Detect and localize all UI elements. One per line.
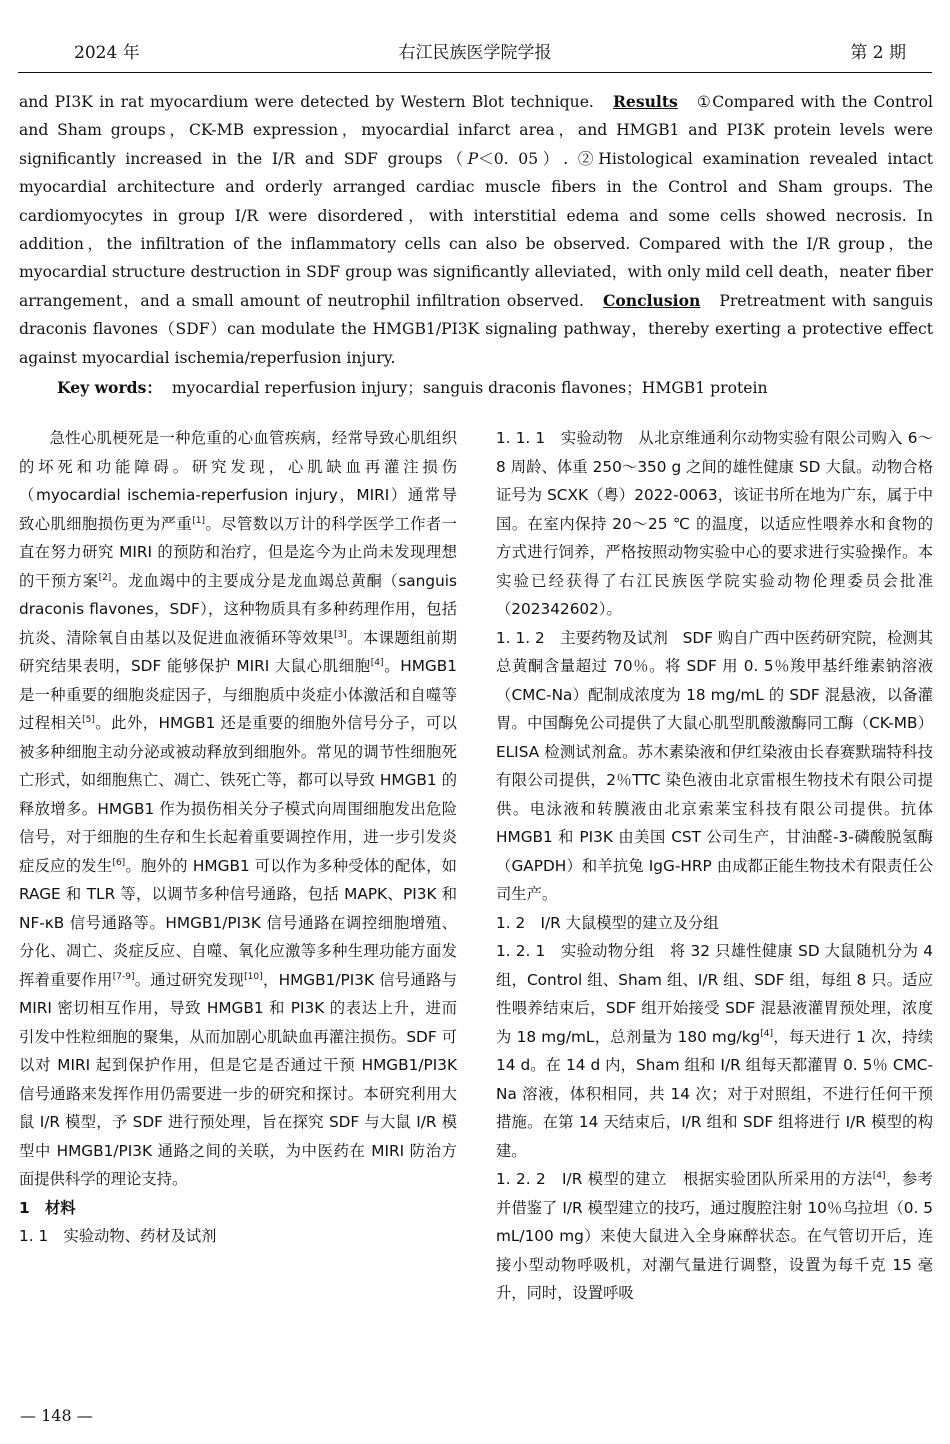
results-label: Results	[612, 92, 678, 111]
intro-text-5: 。HMGB1 是一种重要的细胞炎症因子，与细胞质中炎症小体激活和自噬等过程相关	[19, 657, 457, 732]
intro-text-1: 急性心肌梗死是一种危重的心血管疾病，经常导致心肌组织的坏死和功能障碍。研究发现，心肌缺血再灌注损伤（myocardial ischemia-reperfusion injury，MIRI）通常导致心肌细胞损伤更为严重	[19, 429, 457, 533]
text-1-2-2-cont: ，参考并借鉴了 I/R 模型建立的技巧，通过腹腔注射 10％乌拉坦（0. 5 mL/100 mg）来使大鼠进入全身麻醉状态。在气管切开后，连接小型动物呼吸机，对潮气量进行调整，设置为每千克 15 毫升，同时，设置呼吸	[496, 1170, 933, 1302]
intro-text-4: 。本课题组前期研究结果表明，SDF 能够保护 MIRI 大鼠心肌细胞	[19, 628, 457, 675]
results-text: ①Compared with the Control and Sham groups，CK-MB expression，myocardial infarct area，and HMGB1 and PI3K protein levels were significantly increased in the I/R and SDF groups（	[19, 93, 933, 168]
p-symbol: P	[467, 149, 479, 168]
header-year: 2024 年	[74, 43, 140, 63]
english-abstract	[19, 88, 933, 402]
intro-text-2: 。尽管数以万计的科学医学工作者一直在努力研究 MIRI 的预防和治疗，但是迄今为止尚未发现理想的干预方案	[19, 514, 457, 590]
intro-text-3: 。龙血竭中的主要成分是龙血竭总黄酮（sanguis draconis flavones，SDF），这种物质具有多种药理作用，包括抗炎、清除氧自由基以及促进血液循环等效果	[19, 571, 457, 647]
keywords	[19, 374, 933, 402]
running-header	[18, 38, 932, 68]
paragraph-1-2-1	[496, 937, 933, 1165]
keywords-label: Key words：	[57, 378, 162, 398]
header-journal-title: 右江民族医学院学报	[398, 43, 552, 63]
paragraph-1-1-1	[496, 424, 933, 624]
intro-text-6: 。此外，HMGB1 还是重要的细胞外信号分子，可以被多种细胞主动分泌或被动释放到细胞外。常见的调节性细胞死亡形式，如细胞焦亡、凋亡、铁死亡等，都可以导致 HMGB1 的释放增多。HMGB1 作为损伤相关分子模式向周围细胞发出危险信号，对于细胞的生存和生长起着重要调控作用，进一步引发炎症反应的发生	[19, 714, 457, 875]
text-1-2-1: 将 32 只雄性健康 SD 大鼠随机分为 4 组，Control 组、Sham 组、I/R 组、SDF 组，每组 8 只。适应性喂养结束后，SDF 组开始接受 SDF 混悬液灌胃预处理，浓度为 18 mg/mL，总剂量为 180 mg/kg	[496, 942, 934, 1046]
left-column	[19, 424, 457, 1251]
right-column	[496, 424, 933, 1308]
intro-paragraph	[19, 424, 457, 1194]
heading-1-1-2: 1. 1. 2 主要药物及试剂	[496, 628, 668, 647]
abstract-methods-tail: and PI3K in rat myocardium were detected by Western Blot technique.	[19, 93, 594, 111]
results-text-cont: ＜0. 05）. ②Histological examination revealed intact myocardial architecture and orderly arranged cardiac muscle fibers in the Control and Sham groups. The cardiomyocytes in group I/R were disordered，with interstitial edema and some cells showed necrosis. In addition，the infiltration of the inflammatory cells can also be observed. Compared with the I/R group，the myocardial structure destruction in SDF group was significantly alleviated，with only mild cell death，neater fiber arrangement，and a small amount of neutrophil infiltration observed.	[19, 149, 933, 310]
citation-5: [5]	[82, 714, 95, 725]
intro-text-9: ，HMGB1/PI3K 信号通路与 MIRI 密切相互作用，导致 HMGB1 和 PI3K 的表达上升，进而引发中性粒细胞的聚集，从而加剧心肌缺血再灌注损伤。SDF 可以对 MIRI 起到保护作用，但是它是否通过干预 HMGB1/PI3K 信号通路来发挥作用仍需要进一步的研究和探讨。本研究利用大鼠 I/R 模型，予 SDF 进行预处理，旨在探究 SDF 与大鼠 I/R 模型中 HMGB1/PI3K 通路之间的关联，为中医药在 MIRI 防治方面提供科学的理论支持。	[19, 970, 457, 1188]
conclusion-text: Pretreatment with sanguis draconis flavones（SDF）can modulate the HMGB1/PI3K signaling pathway，thereby exerting a protective effect against myocardial ischemia/reperfusion injury.	[19, 291, 933, 367]
citation-7: [7-9]	[112, 971, 135, 982]
header-issue: 第 2 期	[850, 43, 906, 63]
text-1-1-1: 从北京维通利尔动物实验有限公司购入 6～8 周龄、体重 250～350 g 之间的雄性健康 SD 大鼠。动物合格证号为 SCXK（粤）2022-0063，该证书所在地为广东，属于中国。在室内保持 20～25 ℃ 的温度，以适应性喂养水和食物的方式进行饲养，严格按照动物实验中心的要求进行实验操作。本实验已经获得了右江民族医学院实验动物伦理委员会批准（202342602）。	[496, 429, 933, 618]
citation-2: [2]	[98, 572, 112, 583]
section-heading-1: 1 材料	[19, 1198, 76, 1217]
section-heading-1-1: 1. 1 实验动物、药材及试剂	[19, 1227, 217, 1245]
conclusion-label: Conclusion	[602, 290, 701, 310]
citation-4: [4]	[370, 657, 384, 668]
keywords-text: myocardial reperfusion injury；sanguis draconis flavones；HMGB1 protein	[171, 379, 768, 398]
heading-1-2-2: 1. 2. 2 I/R 模型的建立	[496, 1170, 667, 1188]
citation-1: [1]	[192, 515, 205, 526]
heading-1-1-1: 1. 1. 1 实验动物	[496, 429, 624, 447]
text-1-1-2: SDF 购自广西中医药研究院，检测其总黄酮含量超过 70％。将 SDF 用 0. 5％羧甲基纤维素钠溶液（CMC-Na）配制成浓度为 18 mg/mL 的 SDF 混悬液，以备灌胃。中国酶免公司提供了大鼠心肌型肌酸激酶同工酶（CK-MB）ELISA 检测试剂盒。苏木素染液和伊红染液由长春赛默瑞特科技有限公司提供，2％TTC 染色液由北京雷根生物技术有限公司提供。电泳液和转膜液由北京索莱宝科技有限公司提供。抗体 HMGB1 和 PI3K 由美国 CST 公司生产，甘油醛-3-磷酸脱氢酶（GAPDH）和羊抗兔 IgG-HRP 由成都正能生物技术有限责任公司生产。	[496, 628, 933, 903]
section-heading-1-2: 1. 2 I/R 大鼠模型的建立及分组	[496, 913, 719, 932]
intro-text-8: 。通过研究发现	[134, 970, 245, 989]
citation-4-right-b: [4]	[872, 1170, 886, 1181]
citation-8: [10]	[244, 971, 263, 982]
intro-text-7: 。胞外的 HMGB1 可以作为多种受体的配体，如 RAGE 和 TLR 等，以调节多种信号通路，包括 MAPK、PI3K 和 NF-κB 信号通路等。HMGB1/PI3K 信号通路在调控细胞增殖、分化、凋亡、炎症反应、自噬、氧化应激等多种生理功能方面发挥着重要作用	[19, 856, 457, 989]
page-number: — 148 —	[20, 1406, 93, 1425]
header-divider	[18, 72, 932, 73]
abstract-body	[19, 88, 933, 372]
paragraph-1-1-2	[496, 624, 933, 909]
citation-3: [3]	[333, 629, 347, 640]
citation-6: [6]	[112, 857, 126, 868]
heading-1-2-1: 1. 2. 1 实验动物分组	[496, 942, 655, 960]
text-1-2-1-cont: ，每天进行 1 次，持续 14 d。在 14 d 内，Sham 组和 I/R 组每天都灌胃 0. 5％ CMC-Na 溶液，体积相同，共 14 次；对于对照组，不进行任何干预措施。在第 14 天结束后，I/R 组和 SDF 组将进行 I/R 模型的构建。	[496, 1027, 933, 1160]
text-1-2-2: 根据实验团队所采用的方法	[682, 1170, 873, 1188]
citation-4-right: [4]	[760, 1028, 774, 1039]
paragraph-1-2-2	[496, 1165, 933, 1308]
